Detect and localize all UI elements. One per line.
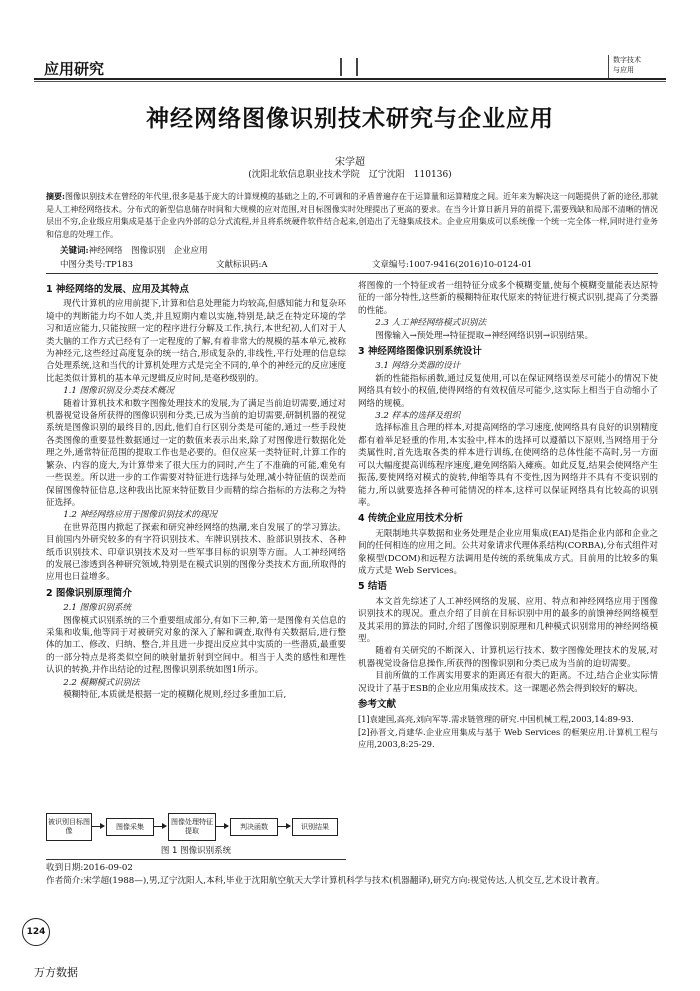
paragraph: 模糊特征,本质就是根据一定的模糊化规则,经过多重加工后, (63, 690, 287, 700)
keywords (60, 244, 208, 256)
author: 宋学超 (335, 157, 365, 168)
section-heading: 2 图像识别原理简介 (46, 587, 132, 599)
page-title: 神经网络图像识别技术研究与企业应用 (146, 106, 554, 132)
keywords-label: 关键词: (60, 246, 89, 256)
keywords-text: 神经网络 图像识别 企业应用 (88, 246, 208, 256)
header-rule (34, 81, 666, 82)
paragraph: 图像模式识别系统的三个重要组成部分,有如下三种,第一是图像有关信息的采集和收集,他等同于对被研究对象的深入了解和调查,取得有关数据后,进行整体的加工、修改、归纳、整合,并且进一步提出反应其中实质的一些潜质,最重要的一部分特点是将类似空间的映射量折射到空间中。相当于人类的感性和理性认识的转换,并作出结论的过程,图像识别系统如图1所示。 (46, 615, 346, 676)
arrow-icon (216, 826, 228, 827)
paragraph: 在世界范围内掀起了探索和研究神经网络的热潮,来自发展了的学习算法。目前国内外研究较多的有字符识别技术、车牌识别技术、脸部识别技术、各种纸币识别技术、印章识别技术及对一些军事目标的识别等方面。人工神经网络的发展已渗透到各种研究领域,特别是在模式识别的图像分类技术方面,所取得的应用也日益增多。 (46, 522, 346, 583)
arrow-icon (278, 826, 290, 827)
figure-box: 判决函数 (230, 818, 278, 836)
figure-1 (46, 807, 346, 857)
paragraph: 现代计算机的应用前提下,计算和信息处理能力均较高,但感知能力和复杂环境中的判断能力均不如人类,并且短期内难以实施,特别是,缺乏在特定环境的学习和适应能力,只能按照一定的程序进行分解及工作,执行,本世纪初,人们对于人类大脑的工作方式已经有了一定程度的了解,有着非常大的规模的基本单元,被称为神经元,这些经过高度复杂的统一结合,形成复杂的,非线性,平行处理的信息综合处理系统,这和当代的计算机处理方式是完全不同的,单个的神经元的反应速度比起类似计算机的基本单元逻辑反应时间,是毫秒级别的。 (46, 299, 346, 384)
subsection-heading: 3.1 网络分类器的设计 (375, 361, 461, 372)
section-heading: 1 神经网络的发展、应用及其特点 (46, 284, 189, 295)
abstract-label: 摘要: (46, 191, 65, 201)
clc-number: 中图分类号:TP183 (60, 260, 133, 270)
section-heading: 5 结语 (358, 581, 387, 593)
figure-box: 图像处理特征提取 (168, 813, 216, 841)
subsection-heading: 1.2 神经网络应用于图像识别技术的现况 (63, 510, 218, 521)
section-heading: 3 神经网络图像识别系统设计 (358, 346, 482, 358)
abstract (46, 190, 658, 241)
section-heading: 参考文献 (358, 699, 397, 710)
figure-box: 被识别目标图像 (46, 813, 92, 841)
watermark: 万方数据 (34, 966, 78, 979)
article-number: 文章编号:1007-9416(2016)10-0124-01 (372, 260, 533, 270)
arrow-icon (154, 826, 166, 827)
left-column (46, 280, 346, 701)
paragraph: 随着有关研究的不断深入、计算机运行技术、数字图像处理技术的发展,对机器视觉设备信息操作,所获得的图像识别和分类已成为当前的迫切需要。 (358, 646, 658, 669)
author-bio: 作者简介:宋学超(1988—),男,辽宁沈阳人,本科,毕业于沈阳航空航天大学计算机科学与技术(机器翻译),研究方向:视觉传达,人机交互,艺术设计教育。 (46, 876, 605, 886)
paragraph: 随着计算机技术和数字图像处理技术的发展,为了满足当前迫切需要,通过对机器视觉设备所获得的图像识别和分类,已成为当前的迫切需要,研制机器的视觉系统是图像识别的最终目的,因此,他们自行区别分类是可能的,通过一些手段使各类图像的重要显性数据通过一定的数值来表示出来,除了对图像进行数据化处理之外,通常特征范围的提取工作也是必要的。但仅应某一类特征时,计算工作的繁杂、内容的庞大,为计算带来了很大压力的同时,产生了不准确的可能,难免有一些误差。所以进一步的工作需要对特征进行选择与处理,减小特征值的误差而保留图像特征信息,这种我出比原来特征数目少而精的综合指标的方法称之为特征选择。 (46, 398, 346, 508)
subsection-heading: 2.3 人工神经网络模式识别法 (375, 318, 487, 329)
subsection-heading: 2.1 图像识别系统 (63, 603, 132, 614)
affiliation: (沈阳北软信息职业技术学院 辽宁沈阳 110136) (248, 170, 452, 180)
paragraph: 将图像的一个特征或者一组特征分成多个模糊变量,使每个模糊变量能表达原特征的一部分特性,这些新的模糊特征取代原来的特征进行模式识别,提高了分类器的性能。 (358, 281, 658, 316)
figure-box: 图像采集 (106, 818, 154, 836)
subsection-heading: 3.2 样本的选择及组织 (375, 411, 461, 422)
logo-line-1: 数字技术 (613, 56, 641, 64)
document-code: 文献标识码:A (216, 260, 268, 270)
reference-item: [1]袁建国,高亮,刘向军等.需求链管理的研究.中国机械工程,2003,14:89-93. (358, 714, 634, 725)
figure-caption: 图 1 图像识别系统 (160, 846, 232, 856)
abstract-text: 图像识别技术在曾经的年代里,很多是基于庞大的计算规模的基础之上的,不可调和的矛盾普遍存在于运算量和运算精度之间。近年来为解决这一问题提供了新的途径,那就是人工神经网络技术。分布式的新型信息储存时间和大规模的应对范围,对目标图像实时处理提出了更高的要求。在当今计算日新月异的前提下,需要残缺和局部不清晰的情况层出不穷,企业级应用集成是基于企业内外部的总分式流程,并且将系统硬件软件结合起来,创造出了无缝集成技术。企业应用集成可以系统像一个统一完全体一样,同时进行业务和信息的处理工作。 (46, 192, 659, 239)
right-column (358, 280, 658, 751)
divider (46, 273, 658, 274)
subsection-heading: 1.1 图像识别及分类技术概况 (63, 386, 175, 397)
header-divider (340, 58, 342, 76)
figure-box: 识别结果 (292, 818, 338, 836)
page-number: 124 (22, 918, 50, 946)
received-date: 收到日期:2016-09-02 (46, 863, 133, 873)
arrow-icon (92, 826, 104, 827)
footnote-rule (46, 859, 346, 860)
section-heading: 4 传统企业应用技术分析 (358, 513, 463, 525)
subsection-heading: 2.2 模糊模式识别法 (63, 677, 140, 688)
header-rule (34, 78, 666, 80)
reference-item: [2]孙晋文,肖建华.企业应用集成与基于 Web Services 的框架应用.计算机工程与应用,2003,8:25-29. (358, 726, 658, 750)
paragraph: 目前所做的工作离实用要求的距离还有很大的距离。不过,结合企业实际情况设计了基于ESB的企业应用集成技术。这一课题必然会得到较好的解决。 (358, 671, 658, 694)
section-label: 应用研究 (44, 60, 105, 78)
paragraph: 选择标准且合理的样本,对提高网络的学习速度,使网络具有良好的识别精度都有着举足轻重的作用,本实验中,样本的选择可以遵循以下原则,当网络用于分类属性时,首先选取各类的样本进行训练,在使网络的总体性能不高时,另一方面可以大幅度提高训练程序速度,避免网络陷入瘫痪。如此反复,结果会使网络产生振荡,要使网络对模式的旋转,伸缩等具有不变性,因为网络并不具有不变识别的能力,所以就要选择各种可能情况的样本,这样可以保证网络具有比较高的识别率。 (358, 423, 658, 508)
logo-line-2: 与应用 (613, 66, 634, 74)
header-divider (356, 58, 358, 76)
paragraph: 新的性能指标函数,通过反复使用,可以在保证网络误差尽可能小的情况下使网络具有较小的权值,使得网络的有效权值尽可能少,这实际上相当于自动缩小了网络的规模。 (358, 373, 658, 409)
paragraph: 无限制地共享数据和业务处理是企业应用集成(EAI)是指企业内部和企业之间的任何相连的应用之间。公共对象请求代理体系结构(CORBA),分布式组件对象模型(DCOM)和远程方法调用是传统的系统集成方式。目前用的比较多的集成方式是 Web Services。 (358, 528, 658, 576)
paragraph: 本文首先综述了人工神经网络的发展、应用、特点和神经网络应用于图像识别技术的现况。重点介绍了目前在目标识别中用的最多的前馈神经网络模型及其采用的算法的同时,介绍了图像识别原理和几种模式识别常用的神经网络模型。 (358, 596, 658, 644)
journal-logo (608, 55, 665, 79)
paragraph: 图像输入→预处理→特征提取→神经网络识别→识别结果。 (375, 330, 594, 341)
